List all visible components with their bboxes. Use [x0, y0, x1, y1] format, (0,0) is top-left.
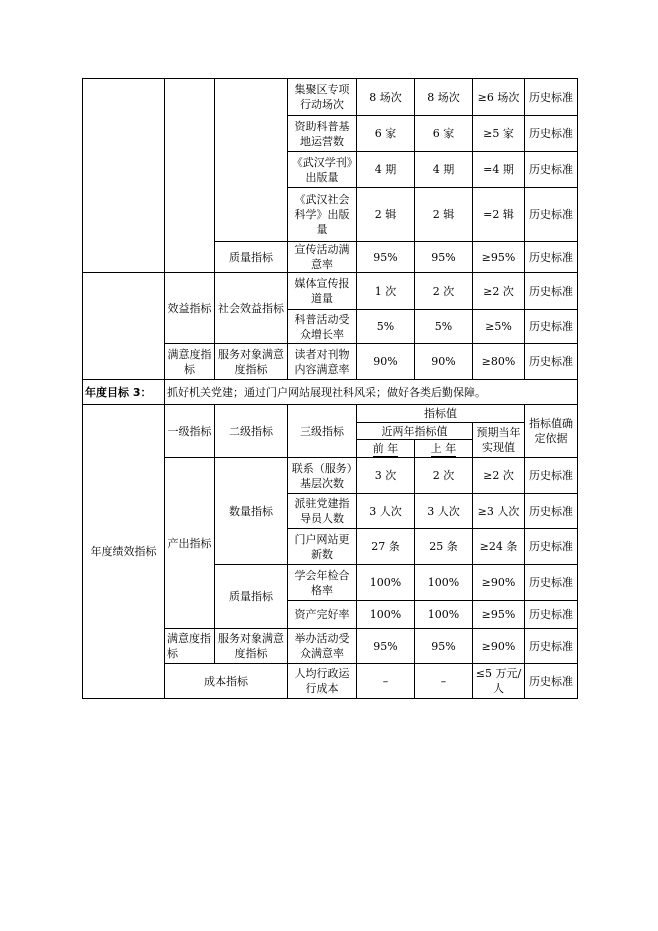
last-year-value: 100% — [415, 565, 473, 601]
target-value: ≥90% — [473, 565, 525, 601]
basis-value: 历史标准 — [525, 629, 578, 664]
level3-cell: 派驻党建指导员人数 — [288, 494, 357, 529]
blank-cell — [83, 273, 165, 380]
target-value: ≥5% — [473, 310, 525, 344]
blank-cell — [83, 79, 165, 273]
level3-cell: 集聚区专项行动场次 — [288, 79, 357, 116]
prev-year-value: 3 次 — [357, 458, 415, 494]
prev-year-value: 2 辑 — [357, 188, 415, 242]
prev-year-value: 4 期 — [357, 152, 415, 188]
basis-value: 历史标准 — [525, 664, 578, 699]
target-value: ≤5 万元/人 — [473, 664, 525, 699]
goal-label: 年度目标 3： — [83, 380, 165, 405]
last-year-value: 2 辑 — [415, 188, 473, 242]
last-year-value: 25 条 — [415, 529, 473, 565]
last-year-value: 95% — [415, 242, 473, 273]
header-level1: 一级指标 — [165, 405, 215, 458]
prev-year-value: – — [357, 664, 415, 699]
basis-value: 历史标准 — [525, 116, 578, 152]
last-year-value: 90% — [415, 344, 473, 380]
basis-value: 历史标准 — [525, 601, 578, 629]
target-value: =2 辑 — [473, 188, 525, 242]
basis-value: 历史标准 — [525, 310, 578, 344]
prev-year-value: 95% — [357, 242, 415, 273]
header-row — [83, 405, 578, 423]
level3-cell: 资产完好率 — [288, 601, 357, 629]
prev-year-value: 90% — [357, 344, 415, 380]
goal-text: 抓好机关党建；通过门户网站展现社科风采；做好各类后勤保障。 — [165, 380, 578, 405]
level3-cell: 科普活动受众增长率 — [288, 310, 357, 344]
level1-cell: 满意度指标 — [165, 629, 215, 664]
header-last-year: 上 年 — [415, 440, 473, 458]
basis-value: 历史标准 — [525, 344, 578, 380]
level3-cell: 《武汉学刊》出版量 — [288, 152, 357, 188]
performance-table — [82, 78, 578, 699]
basis-value: 历史标准 — [525, 529, 578, 565]
prev-year-value: 95% — [357, 629, 415, 664]
level1-cell: 成本指标 — [165, 664, 288, 699]
level3-cell: 宣传活动满意率 — [288, 242, 357, 273]
basis-value: 历史标准 — [525, 242, 578, 273]
level3-cell: 人均行政运行成本 — [288, 664, 357, 699]
level3-cell: 举办活动受众满意率 — [288, 629, 357, 664]
prev-year-value: 8 场次 — [357, 79, 415, 116]
prev-year-value: 6 家 — [357, 116, 415, 152]
target-value: ≥6 场次 — [473, 79, 525, 116]
last-year-value: 3 人次 — [415, 494, 473, 529]
last-year-value: 2 次 — [415, 273, 473, 310]
basis-value: 历史标准 — [525, 152, 578, 188]
blank-cell — [215, 79, 288, 242]
header-basis: 指标值确定依据 — [525, 405, 578, 458]
target-value: ≥2 次 — [473, 273, 525, 310]
level3-cell: 联系（服务）基层次数 — [288, 458, 357, 494]
level3-cell: 门户网站更新数 — [288, 529, 357, 565]
goal-row — [83, 380, 578, 405]
last-year-value: 95% — [415, 629, 473, 664]
target-value: ≥80% — [473, 344, 525, 380]
level2-cell: 数量指标 — [215, 458, 288, 565]
basis-value: 历史标准 — [525, 565, 578, 601]
table-row — [83, 273, 578, 310]
level2-cell: 服务对象满意度指标 — [215, 344, 288, 380]
header-indicator-value: 指标值 — [357, 405, 525, 423]
level3-cell: 媒体宣传报道量 — [288, 273, 357, 310]
target-value: ≥24 条 — [473, 529, 525, 565]
last-year-value: – — [415, 664, 473, 699]
target-value: =4 期 — [473, 152, 525, 188]
level2-cell: 社会效益指标 — [215, 273, 288, 344]
last-year-value: 6 家 — [415, 116, 473, 152]
target-value: ≥90% — [473, 629, 525, 664]
last-year-value: 100% — [415, 601, 473, 629]
basis-value: 历史标准 — [525, 494, 578, 529]
level1-cell: 产出指标 — [165, 458, 215, 629]
level1-cell: 满意度指标 — [165, 344, 215, 380]
basis-value: 历史标准 — [525, 188, 578, 242]
target-value: ≥95% — [473, 242, 525, 273]
prev-year-value: 100% — [357, 601, 415, 629]
level2-cell: 服务对象满意度指标 — [215, 629, 288, 664]
header-prev-year: 前 年 — [357, 440, 415, 458]
header-level2: 二级指标 — [215, 405, 288, 458]
last-year-value: 4 期 — [415, 152, 473, 188]
level1-cell: 效益指标 — [165, 273, 215, 344]
level3-cell: 资助科普基地运营数 — [288, 116, 357, 152]
level3-cell: 《武汉社会科学》出版量 — [288, 188, 357, 242]
prev-year-value: 3 人次 — [357, 494, 415, 529]
basis-value: 历史标准 — [525, 273, 578, 310]
header-level3: 三级指标 — [288, 405, 357, 458]
level3-cell: 学会年检合格率 — [288, 565, 357, 601]
last-year-value: 8 场次 — [415, 79, 473, 116]
target-value: ≥95% — [473, 601, 525, 629]
prev-year-value: 1 次 — [357, 273, 415, 310]
last-year-value: 5% — [415, 310, 473, 344]
table-row — [83, 79, 578, 116]
target-value: ≥5 家 — [473, 116, 525, 152]
last-year-value: 2 次 — [415, 458, 473, 494]
basis-value: 历史标准 — [525, 79, 578, 116]
level3-cell: 读者对刊物内容满意率 — [288, 344, 357, 380]
prev-year-value: 27 条 — [357, 529, 415, 565]
section-label: 年度绩效指标 — [83, 405, 165, 699]
target-value: ≥2 次 — [473, 458, 525, 494]
prev-year-value: 100% — [357, 565, 415, 601]
target-value: ≥3 人次 — [473, 494, 525, 529]
prev-year-value: 5% — [357, 310, 415, 344]
level2-cell: 质量指标 — [215, 565, 288, 629]
basis-value: 历史标准 — [525, 458, 578, 494]
header-recent-two-years: 近两年指标值 — [357, 423, 473, 440]
header-expected: 预期当年实现值 — [473, 423, 525, 458]
blank-cell — [165, 79, 215, 273]
level2-cell: 质量指标 — [215, 242, 288, 273]
